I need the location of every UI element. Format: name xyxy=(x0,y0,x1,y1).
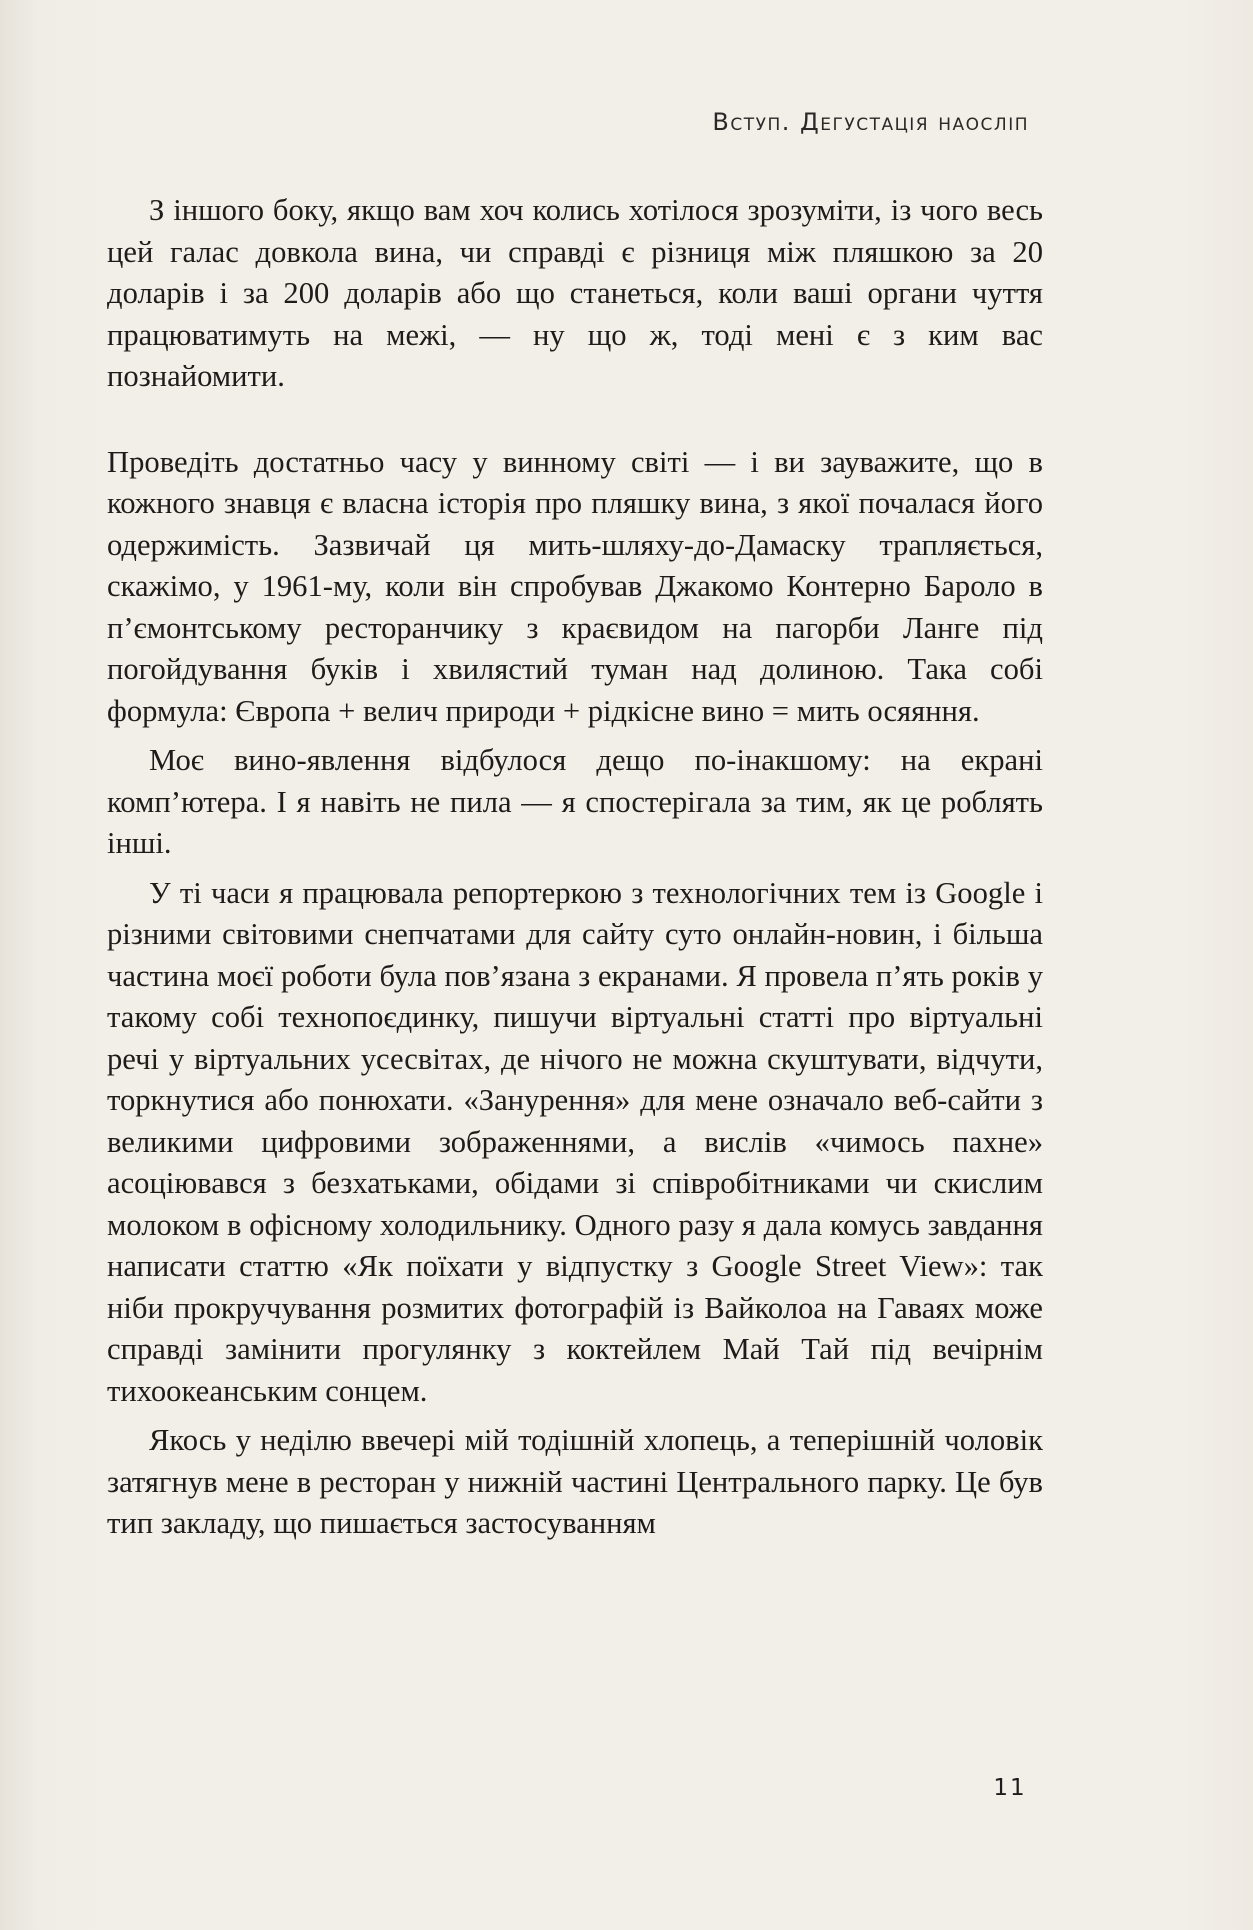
running-head: Вступ. Дегустація наосліп xyxy=(712,108,1029,136)
paragraph: Проведіть достатньо часу у винному світі — і ви зауважите, що в кожного знавця є власна історія про пляшку вина, з якої почалася його одержимість. Зазвичай ця мить-шляху-до-Дамаску трапляється, скажімо, у 1961-му, коли він спробував Джакомо Контерно Бароло в п’ємонтському ресторанчику з краєвидом на пагорби Ланге під погойдування буків і хвилястий туман над долиною. Така собі формула: Європа + велич природи + рідкісне вино = мить осяяння. xyxy=(107,444,1043,728)
body-text xyxy=(107,190,1043,1545)
paragraph: У ті часи я працювала репортеркою з технологічних тем із Google і різними світовими снепчатами для сайту суто онлайн-новин, і більша частина моєї роботи була пов’язана з екранами. Я провела п’ять років у такому собі технопоєдинку, пишучи віртуальні статті про віртуальні речі у віртуальних усесвітах, де нічого не можна скуштувати, відчути, торкнутися або понюхати. «Занурення» для мене означало веб-сайти з великими цифровими зображеннями, а вислів «чимось пахне» асоціювався з безхатьками, обідами зі співробітниками чи скислим молоком в офісному холодильнику. Одного разу я дала комусь завдання написати статтю «Як поїхати у відпустку з Google Street View»: так ніби прокручування розмитих фотографій із Вайколоа на Гаваях може справді замінити прогулянку з коктейлем Май Тай під вечірнім тихоокеанським сонцем. xyxy=(107,875,1043,1408)
paragraph: Моє вино-явлення відбулося дещо по-інакшому: на екрані комп’ютера. І я навіть не пила — я спостерігала за тим, як це роблять інші. xyxy=(107,743,1043,860)
paragraph: Якось у неділю ввечері мій тодішній хлопець, а теперішній чоловік затягнув мене в ресторан у нижній частині Центрального парку. Це був тип закладу, що пишається застосуванням xyxy=(107,1423,1043,1540)
paragraph: З іншого боку, якщо вам хоч колись хотілося зрозуміти, із чого весь цей галас довкола вина, чи справді є різниця між пляшкою за 20 доларів і за 200 доларів або що станеться, коли ваші органи чуття працюватимуть на межі, — ну що ж, тоді мені є з ким вас познайомити. xyxy=(107,193,1043,393)
page-number: 11 xyxy=(993,1775,1027,1801)
